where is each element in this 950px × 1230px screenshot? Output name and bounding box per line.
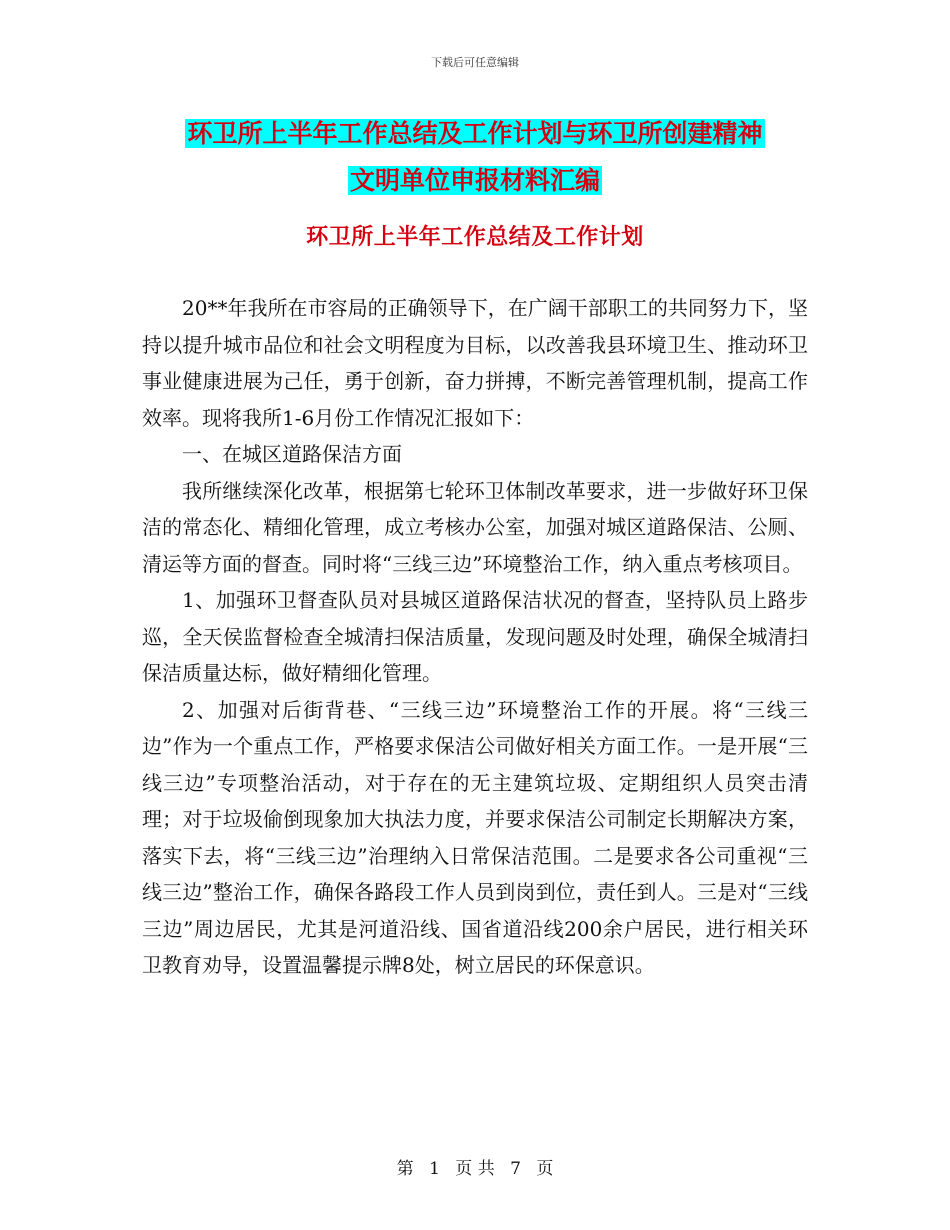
footer-suffix: 页: [536, 1159, 554, 1179]
footer-total-pages: 7: [510, 1159, 521, 1179]
document-title-line-1: 环卫所上半年工作总结及工作计划与环卫所创建精神: [187, 119, 763, 148]
footer-prefix: 第: [396, 1159, 414, 1179]
paragraph-reform: 我所继续深化改革，根据第七轮环卫体制改革要求，进一步做好环卫保洁的常态化、精细化管理，成立考核办公室，加强对城区道路保洁、公厕、清运等方面的督查。同时将“三线三边”环境整治工作，纳入重点考核项目。: [142, 478, 808, 576]
paragraph-intro: 20**年我所在市容局的正确领导下，在广阔干部职工的共同努力下，坚持以提升城市品位和社会文明程度为目标，以改善我县环境卫生、推动环卫事业健康进展为己任，勇于创新，奋力拼搏，不断完善管理机制，提高工作效率。现将我所1-6月份工作情况汇报如下：: [142, 296, 808, 430]
paragraph-item-2: 2、加强对后街背巷、“三线三边”环境整治工作的开展。将“三线三边”作为一个重点工作，严格要求保洁公司做好相关方面工作。一是开展“三线三边”专项整治活动，对于存在的无主建筑垃圾、定期组织人员突击清理；对于垃圾偷倒现象加大执法力度，并要求保洁公司制定长期解决方案，落实下去，将“三线三边”治理纳入日常保洁范围。二是要求各公司重视“三线三边”整治工作，确保各路段工作人员到岗到位，责任到人。三是对“三线三边”周边居民，尤其是河道沿线、国省道沿线200余户居民，进行相关环卫教育劝导，设置温馨提示牌8处，树立居民的环保意识。: [142, 697, 808, 977]
page-footer: [0, 1154, 950, 1179]
document-title: [140, 110, 810, 204]
paragraph-item-1: 1、加强环卫督查队员对县城区道路保洁状况的督查，坚持队员上路步巡，全天侯监督检查全城清扫保洁质量，发现问题及时处理，确保全城清扫保洁质量达标，做好精细化管理。: [142, 588, 808, 685]
document-body: [142, 290, 808, 984]
footer-page-number: 1: [429, 1159, 440, 1179]
footer-middle: 页 共: [455, 1159, 495, 1179]
section-title: 环卫所上半年工作总结及工作计划: [306, 225, 644, 250]
document-title-line-2: 文明单位申报材料汇编: [349, 166, 600, 195]
header-note: 下载后可任意编辑: [431, 56, 519, 69]
paragraph-heading-1: 一、在城区道路保洁方面: [182, 442, 402, 466]
